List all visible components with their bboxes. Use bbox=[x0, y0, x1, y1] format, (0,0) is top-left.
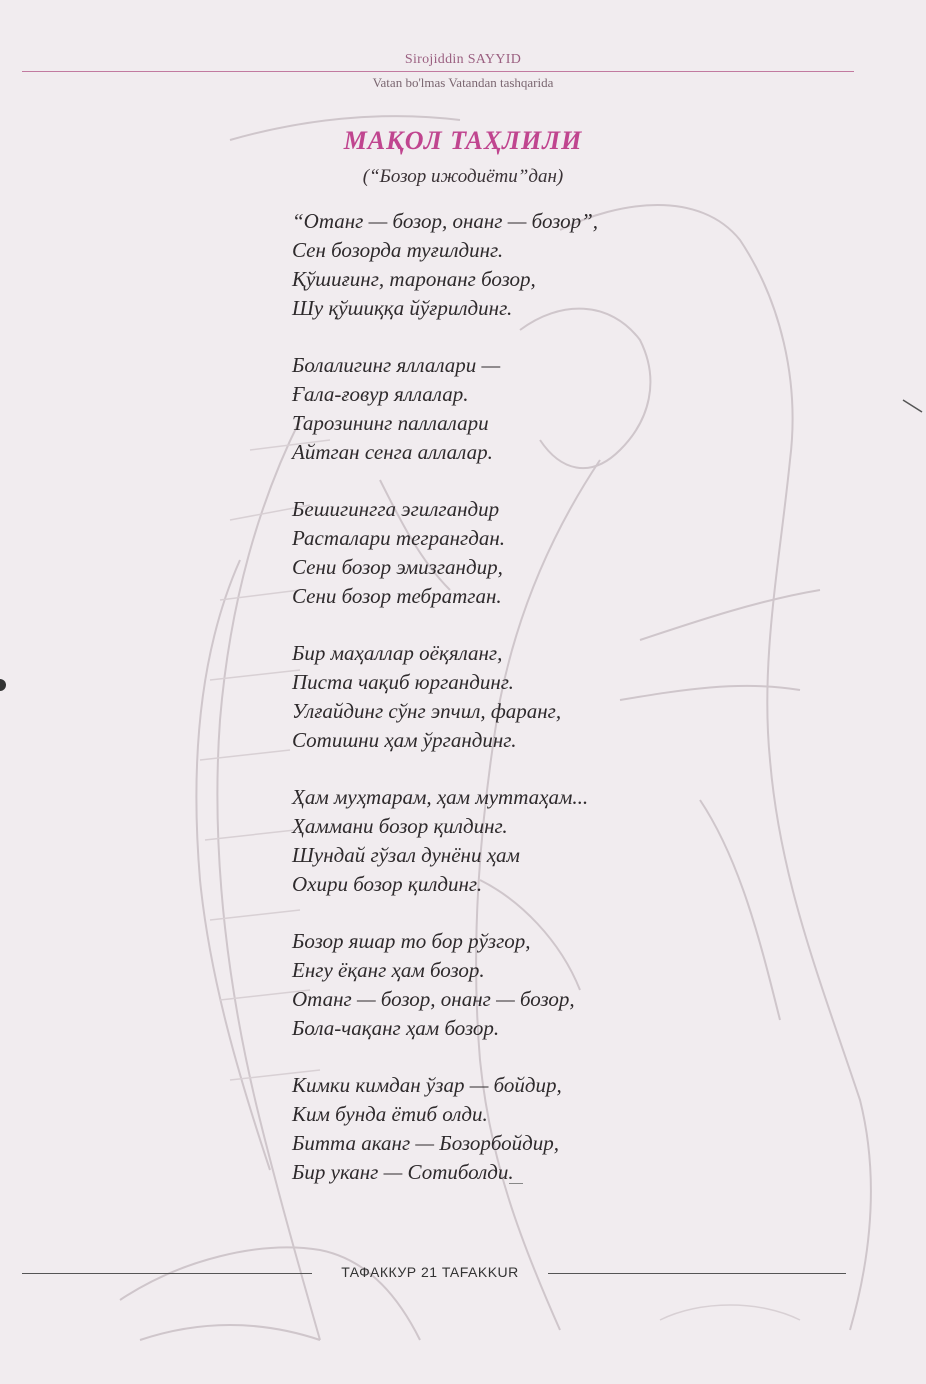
stanza bbox=[292, 495, 712, 611]
poem-line: Писта чақиб юргандинг. bbox=[292, 670, 514, 694]
stanza bbox=[292, 351, 712, 467]
poem-line: Ғала-ғовур яллалар. bbox=[292, 382, 469, 406]
poem-line: Бешигингга эгилгандир bbox=[292, 497, 500, 521]
poem-source: (“Бозор ижодиёти”дан) bbox=[362, 166, 564, 187]
page-footer bbox=[0, 1263, 926, 1283]
poem-line: Енгу ёқанг ҳам бозор. bbox=[292, 958, 485, 982]
poem-line: Кимки кимдан ўзар — бойдир, bbox=[292, 1073, 562, 1097]
poem-line: Улғайдинг сўнг эпчил, фаранг, bbox=[292, 699, 562, 723]
stanza bbox=[292, 639, 712, 755]
stanza bbox=[292, 207, 712, 323]
poem-line: Бир уканг — Сотиболди. bbox=[292, 1160, 514, 1184]
book-subtitle: Vatan bo'lmas Vatandan tashqarida bbox=[372, 75, 554, 90]
poem-line: Сотишни ҳам ўргандинг. bbox=[292, 728, 517, 752]
poem-line: Шу қўшиққа йўғрилдинг. bbox=[292, 296, 513, 320]
poem-line: Сен бозорда туғилдинг. bbox=[292, 238, 504, 262]
poem-line: Ким бунда ётиб олди. bbox=[292, 1102, 488, 1126]
poem-title: МАҚОЛ ТАҲЛИЛИ bbox=[343, 126, 583, 155]
poem-line: Қўшиғинг, таронанг бозор, bbox=[292, 267, 536, 291]
page-header bbox=[0, 0, 926, 100]
poem-line: Бир маҳаллар оёқяланг, bbox=[292, 641, 503, 665]
header-divider bbox=[22, 71, 854, 72]
poem-line: Охири бозор қилдинг. bbox=[292, 872, 483, 896]
poem-line: Ҳаммани бозор қилдинг. bbox=[292, 814, 508, 838]
end-mark bbox=[509, 1183, 523, 1184]
poem-line: Расталари тегрангдан. bbox=[292, 526, 506, 550]
stanza bbox=[292, 927, 712, 1043]
poem-line: Битта аканг — Бозорбойдир, bbox=[292, 1131, 559, 1155]
author-name: Sirojiddin SAYYID bbox=[404, 52, 522, 67]
poem-line: Ҳам муҳтарам, ҳам муттаҳам... bbox=[292, 785, 589, 809]
poem-line: “Отанг — бозор, онанг — бозор”, bbox=[292, 209, 599, 233]
footer-page-label: ТАФАККУР 21 TAFAKKUR bbox=[341, 1264, 519, 1280]
poem-line: Сени бозор тебратган. bbox=[292, 584, 502, 608]
poem-line: Бола-чақанг ҳам бозор. bbox=[292, 1016, 500, 1040]
poem-line: Бозор яшар то бор рўзгор, bbox=[292, 929, 531, 953]
poem-body bbox=[292, 207, 712, 1215]
footer-divider-right bbox=[548, 1273, 846, 1274]
poem-line: Шундай гўзал дунёни ҳам bbox=[292, 843, 520, 867]
stanza bbox=[292, 783, 712, 899]
poem-line: Сени бозор эмизгандир, bbox=[292, 555, 503, 579]
poem-line: Болалигинг яллалари — bbox=[292, 353, 501, 377]
footer-divider-left bbox=[22, 1273, 312, 1274]
poem-line: Отанг — бозор, онанг — бозор, bbox=[292, 987, 575, 1011]
stanza bbox=[292, 1071, 712, 1187]
poem-line: Айтган сенга аллалар. bbox=[292, 440, 493, 464]
poem-line: Тарозининг паллалари bbox=[292, 411, 489, 435]
